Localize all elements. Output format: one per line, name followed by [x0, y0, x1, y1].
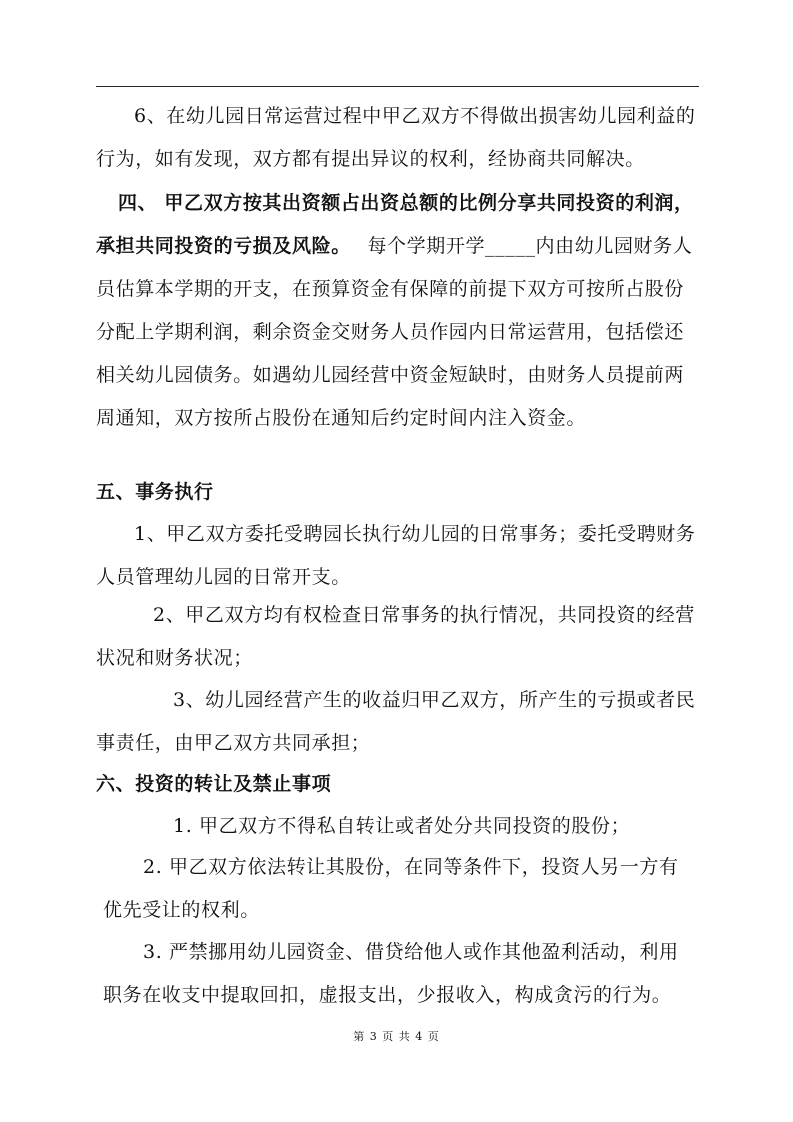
paragraph-6-line-1: 6、在幼儿园日常运营过程中甲乙双方不得做出损害幼儿园利益的	[134, 105, 696, 127]
section-4-heading-line-2: 承担共同投资的亏损及风险。	[96, 235, 351, 257]
section-6-heading: 六、投资的转让及禁止事项	[96, 773, 332, 795]
section-6-item-3-line-2: 职务在收支中提取回扣，虚报支出，少报收入，构成贪污的行为。	[103, 984, 672, 1006]
header-rule	[96, 86, 699, 87]
section-5-heading: 五、事务执行	[96, 481, 214, 503]
paragraph-6-line-2: 行为，如有发现，双方都有提出异议的权利，经协商共同解决。	[96, 148, 645, 170]
section-4-body-line-5: 相关幼儿园债务。如遇幼儿园经营中资金短缺时，由财务人员提前两	[96, 364, 685, 386]
section-6-item-2-line-2: 优先受让的权利。	[103, 899, 260, 921]
section-6-item-3-line-1: 3. 严禁挪用幼儿园资金、借贷给他人或作其他盈利活动，利用	[143, 941, 679, 963]
section-5-item-3-line-2: 事责任，由甲乙双方共同承担；	[96, 732, 371, 754]
section-5-item-2-line-1: 2、甲乙双方均有权检查日常事务的执行情况，共同投资的经营	[153, 604, 695, 626]
section-4-body-line-2: 每个学期开学_____内由幼儿园财务人	[367, 235, 693, 257]
section-5-item-2-line-2: 状况和财务状况；	[96, 647, 253, 669]
section-4-body-line-3: 员估算本学期的开支，在预算资金有保障的前提下双方可按所占股份	[96, 278, 685, 300]
section-6-item-2-line-1: 2. 甲乙双方依法转让其股份，在同等条件下，投资人另一方有	[143, 856, 679, 878]
section-5-item-1-line-2: 人员管理幼儿园的日常开支。	[96, 566, 351, 588]
section-6-item-1-line-1: 1. 甲乙双方不得私自转让或者处分共同投资的股份；	[173, 815, 631, 837]
section-4-body-line-6: 周通知，双方按所占股份在通知后约定时间内注入资金。	[96, 407, 587, 429]
page-number: 第 3 页 共 4 页	[353, 1030, 440, 1043]
section-4-body-line-4: 分配上学期利润，剩余资金交财务人员作园内日常运营用，包括偿还	[96, 321, 685, 343]
section-4-heading-line-1: 四、 甲乙双方按其出资额占出资总额的比例分享共同投资的利润，	[118, 192, 694, 214]
section-5-item-3-line-1: 3、幼儿园经营产生的收益归甲乙双方，所产生的亏损或者民	[173, 689, 696, 711]
section-5-item-1-line-1: 1、甲乙双方委托受聘园长执行幼儿园的日常事务；委托受聘财务	[134, 523, 696, 545]
section-4-line-2	[96, 234, 706, 258]
